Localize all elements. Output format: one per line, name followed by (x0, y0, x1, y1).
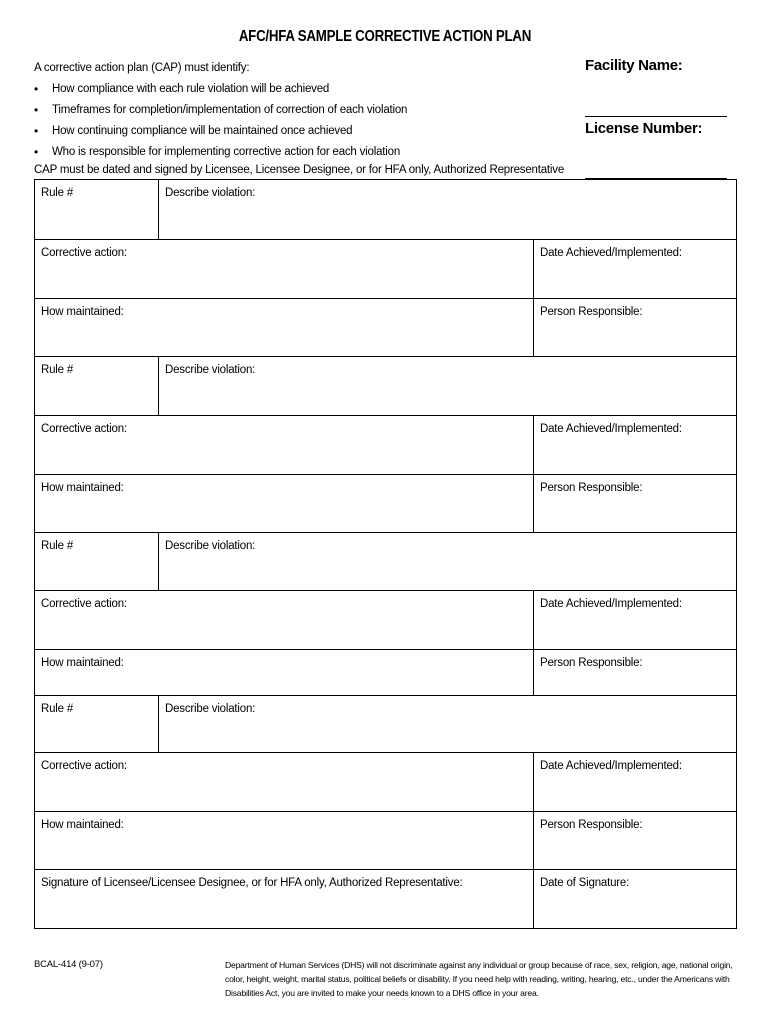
license-number-label: License Number: (585, 120, 703, 137)
how-maintained-field[interactable] (35, 650, 533, 695)
corrective-action-row (35, 753, 736, 812)
facility-name-field[interactable] (585, 116, 727, 117)
list-item: • How compliance with each rule violation will be achieved (34, 79, 564, 100)
nondiscrimination-notice: Department of Human Services (DHS) will not discriminate against any individual or group because of race, sex, religion, age, national origin, color, height, weight, marital status, political beliefs or disability. If you need help with reading, writing, hearing, etc., under the Americans with Disabilities Act, you are invited to make your needs known to a DHS office in your area. (225, 960, 733, 998)
violation-row (35, 357, 736, 416)
requirements-list (34, 79, 564, 163)
date-achieved-label: Date Achieved/Implemented: (540, 598, 682, 610)
violation-row (35, 533, 736, 591)
corrective-action-field[interactable] (35, 416, 533, 474)
rule-number-field[interactable] (35, 357, 158, 415)
corrective-action-form (34, 179, 737, 929)
maintenance-row (35, 812, 736, 870)
corrective-action-row (35, 591, 736, 650)
maintenance-row (35, 475, 736, 533)
violation-label: Describe violation: (165, 703, 256, 715)
corrective-action-field[interactable] (35, 591, 533, 649)
date-achieved-field[interactable] (533, 416, 736, 474)
violation-label: Describe violation: (165, 540, 256, 552)
corrective-action-label: Corrective action: (41, 760, 127, 772)
corrective-action-label: Corrective action: (41, 423, 127, 435)
person-responsible-field[interactable] (533, 812, 736, 869)
date-achieved-label: Date Achieved/Implemented: (540, 247, 682, 259)
corrective-action-label: Corrective action: (41, 247, 127, 259)
signature-requirement-note: CAP must be dated and signed by Licensee, Licensee Designee, or for HFA only, Authorized Representative (34, 164, 565, 176)
instructions-heading: A corrective action plan (CAP) must identify: (34, 62, 250, 74)
signature-row (35, 870, 736, 928)
list-item: • How continuing compliance will be maintained once achieved (34, 121, 564, 142)
violation-field[interactable] (158, 696, 736, 752)
date-achieved-field[interactable] (533, 753, 736, 811)
violation-label: Describe violation: (165, 187, 256, 199)
list-item: • Timeframes for completion/implementation of correction of each violation (34, 100, 564, 121)
date-achieved-field[interactable] (533, 591, 736, 649)
facility-name-label: Facility Name: (585, 57, 683, 74)
person-responsible-label: Person Responsible: (540, 482, 643, 494)
date-achieved-field[interactable] (533, 240, 736, 298)
rule-number-field[interactable] (35, 696, 158, 752)
page-title: AFC/HFA SAMPLE CORRECTIVE ACTION PLAN (238, 28, 532, 45)
rule-number-label: Rule # (41, 540, 74, 552)
violation-field[interactable] (158, 180, 736, 239)
how-maintained-label: How maintained: (41, 819, 124, 831)
how-maintained-field[interactable] (35, 812, 533, 869)
how-maintained-label: How maintained: (41, 657, 124, 669)
signature-label: Signature of Licensee/Licensee Designee, or for HFA only, Authorized Representative: (41, 877, 463, 889)
how-maintained-field[interactable] (35, 475, 533, 532)
violation-row (35, 180, 736, 240)
person-responsible-label: Person Responsible: (540, 306, 643, 318)
rule-number-label: Rule # (41, 187, 74, 199)
maintenance-row (35, 299, 736, 357)
corrective-action-field[interactable] (35, 753, 533, 811)
rule-number-label: Rule # (41, 703, 74, 715)
signature-date-label: Date of Signature: (540, 877, 630, 889)
person-responsible-field[interactable] (533, 475, 736, 532)
violation-label: Describe violation: (165, 364, 256, 376)
how-maintained-field[interactable] (35, 299, 533, 356)
person-responsible-field[interactable] (533, 650, 736, 695)
person-responsible-field[interactable] (533, 299, 736, 356)
rule-number-label: Rule # (41, 364, 74, 376)
cap-instructions (34, 58, 564, 177)
rule-number-field[interactable] (35, 533, 158, 590)
form-code: BCAL-414 (9-07) (34, 959, 103, 970)
signature-date-field[interactable] (533, 870, 736, 928)
corrective-action-row (35, 416, 736, 475)
corrective-action-row (35, 240, 736, 299)
person-responsible-label: Person Responsible: (540, 657, 643, 669)
violation-field[interactable] (158, 533, 736, 590)
rule-number-field[interactable] (35, 180, 158, 239)
signature-field[interactable] (35, 870, 533, 928)
violation-field[interactable] (158, 357, 736, 415)
person-responsible-label: Person Responsible: (540, 819, 643, 831)
how-maintained-label: How maintained: (41, 482, 124, 494)
maintenance-row (35, 650, 736, 696)
corrective-action-label: Corrective action: (41, 598, 127, 610)
violation-row (35, 696, 736, 753)
how-maintained-label: How maintained: (41, 306, 124, 318)
date-achieved-label: Date Achieved/Implemented: (540, 423, 682, 435)
date-achieved-label: Date Achieved/Implemented: (540, 760, 682, 772)
list-item: • Who is responsible for implementing corrective action for each violation (34, 142, 564, 163)
corrective-action-field[interactable] (35, 240, 533, 298)
